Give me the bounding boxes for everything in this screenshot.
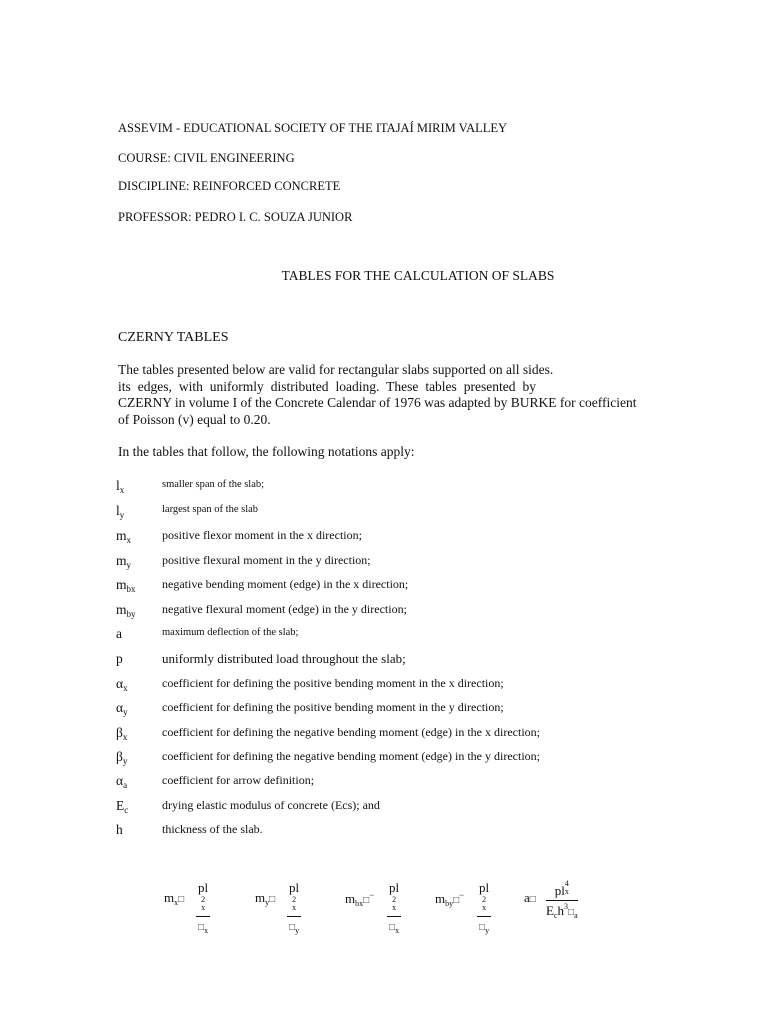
formula-lhs xyxy=(345,890,374,908)
formula-denominator-subscript: x xyxy=(395,926,400,935)
formula-fraction xyxy=(196,880,210,935)
formula-lhs-symbol: a xyxy=(524,890,530,905)
notation-symbol-subscript: y xyxy=(123,707,128,717)
notation-symbol-subscript: y xyxy=(119,510,125,520)
formula-denominator xyxy=(287,917,301,935)
formula-lhs-subscript: by xyxy=(445,899,454,908)
formula-denominator-thickness: h xyxy=(557,903,565,918)
notation-description: coefficient for defining the positive bending moment in the x direction; xyxy=(162,676,504,690)
formula-numerator xyxy=(287,880,301,917)
formula-fraction xyxy=(546,880,578,920)
notation-symbol-base: m xyxy=(116,602,127,617)
formula-exponent: 2 xyxy=(292,895,297,904)
notation-description: coefficient for defining the negative bending moment (edge) in the x direction; xyxy=(162,725,540,739)
notation-symbol-subscript: x xyxy=(126,535,132,545)
formula-numerator-text: pl xyxy=(198,880,209,895)
formula-lhs xyxy=(435,890,464,908)
formula-lhs xyxy=(255,890,275,907)
notation-symbol-base: m xyxy=(116,553,127,568)
notation-symbol xyxy=(116,773,127,790)
notation-description: negative bending moment (edge) in the x direction; xyxy=(162,577,409,591)
formula-numerator xyxy=(196,880,210,917)
notation-intro: In the tables that follow, the following notations apply: xyxy=(118,444,415,459)
notation-description: negative flexural moment (edge) in the y direction; xyxy=(162,602,407,616)
formula-negative-sign: − xyxy=(459,890,465,900)
notation-description: positive flexor moment in the x direction; xyxy=(162,528,362,542)
notation-symbol-subscript: y xyxy=(126,560,132,570)
formula-equals-glyph: □ xyxy=(363,895,370,906)
notation-description: coefficient for defining the positive bending moment in the y direction; xyxy=(162,700,504,714)
formula-denominator xyxy=(477,917,491,935)
notation-symbol-subscript: c xyxy=(124,805,129,815)
formula-subscript: x xyxy=(201,903,206,912)
notation-description: drying elastic modulus of concrete (Ecs); and xyxy=(162,798,380,812)
formula-numerator xyxy=(477,880,491,917)
notation-description: coefficient for defining the negative bending moment (edge) in the y direction; xyxy=(162,749,540,763)
notation-symbol xyxy=(116,700,128,717)
notation-description: largest span of the slab xyxy=(162,504,259,515)
notation-symbol-base: β xyxy=(116,749,123,764)
formula-equals-glyph: □ xyxy=(529,894,536,905)
intro-line: CZERNY in volume I of the Concrete Calendar of 1976 was adapted by BURKE for coefficient xyxy=(118,395,637,410)
formula-lhs-symbol: m xyxy=(255,890,266,905)
notation-symbol xyxy=(116,822,123,838)
notation-description: coefficient for arrow definition; xyxy=(162,773,315,787)
formula-lhs-subscript: bx xyxy=(355,899,364,908)
intro-paragraph xyxy=(118,362,666,428)
formula-denominator xyxy=(196,917,210,935)
notation-symbol-base: α xyxy=(116,676,124,691)
formula-lhs xyxy=(164,890,184,907)
formula-coefficient-glyph: □ xyxy=(289,922,296,933)
formula-lhs-symbol: m xyxy=(345,891,356,906)
formula-exponent: 2 xyxy=(482,895,487,904)
formula-numerator-indices xyxy=(292,896,296,912)
notation-symbol-subscript: y xyxy=(122,756,128,766)
formula-denominator-exponent: 3 xyxy=(564,902,569,911)
notation-description: thickness of the slab. xyxy=(162,822,263,836)
formula-coefficient-glyph: □ xyxy=(479,922,486,933)
formula-equals-glyph: □ xyxy=(178,894,185,905)
notation-symbol-base: m xyxy=(116,577,127,592)
formula-numerator xyxy=(387,880,401,917)
course-line: COURSE: CIVIL ENGINEERING xyxy=(118,151,295,165)
formula-numerator-indices xyxy=(392,896,396,912)
notation-symbol xyxy=(116,528,131,545)
notation-symbol-subscript: by xyxy=(126,609,136,619)
formula-denominator-modulus-subscript: c xyxy=(553,911,558,920)
formula-exponent: 2 xyxy=(392,895,397,904)
formula-denominator-subscript: a xyxy=(574,911,578,920)
notation-symbol-base: m xyxy=(116,528,127,543)
notation-symbol-subscript: x xyxy=(123,683,128,693)
notation-symbol xyxy=(116,503,124,520)
formula-coefficient-glyph: □ xyxy=(389,922,396,933)
section-title: CZERNY TABLES xyxy=(118,330,229,345)
formula-equals-glyph: □ xyxy=(269,894,276,905)
notation-description: positive flexural moment in the y direction; xyxy=(162,553,371,567)
notation-symbol-subscript: x xyxy=(119,485,125,495)
formula-fraction xyxy=(387,880,401,935)
notation-symbol xyxy=(116,553,131,570)
formula-subscript: x xyxy=(482,903,487,912)
formula-lhs-symbol: m xyxy=(164,890,175,905)
formula-numerator-text: pl xyxy=(389,880,400,895)
formula-exponent: 2 xyxy=(201,895,206,904)
notation-symbol xyxy=(116,749,127,766)
formula-numerator-indices xyxy=(565,880,569,896)
formula-fraction xyxy=(287,880,301,935)
formula-numerator-indices xyxy=(201,896,205,912)
notation-symbol xyxy=(116,577,136,594)
intro-line: The tables presented below are valid for rectangular slabs supported on all sides. xyxy=(118,362,554,377)
notation-symbol xyxy=(116,798,128,815)
formula-denominator-subscript: x xyxy=(204,926,209,935)
formula-equals-glyph: □ xyxy=(453,895,460,906)
notation-symbol-base: l xyxy=(116,503,120,518)
formula-coefficient-glyph: □ xyxy=(198,922,205,933)
formula-negative-sign: − xyxy=(369,890,375,900)
formula-exponent: 4 xyxy=(564,879,569,888)
notation-symbol xyxy=(116,478,124,495)
notation-symbol xyxy=(116,676,128,693)
formula-numerator-text: pl xyxy=(479,880,490,895)
notation-symbol xyxy=(116,626,122,642)
notation-symbol-base: l xyxy=(116,478,120,493)
formula-denominator xyxy=(546,901,578,920)
formula-subscript: x xyxy=(564,887,569,896)
formula-lhs-subscript: y xyxy=(265,898,270,907)
notation-symbol-subscript: a xyxy=(123,780,128,790)
formula-denominator-subscript: y xyxy=(485,926,490,935)
notation-symbol-base: β xyxy=(116,725,123,740)
formula-numerator-text: pl xyxy=(289,880,300,895)
notation-symbol-subscript: bx xyxy=(126,584,136,594)
formula-denominator-subscript: y xyxy=(295,926,300,935)
formula-numerator-text: pl xyxy=(554,883,565,898)
notation-symbol xyxy=(116,725,127,742)
formula-lhs-subscript: x xyxy=(174,898,179,907)
formula-coefficient-glyph: □ xyxy=(568,907,575,918)
notation-symbol-base: α xyxy=(116,773,124,788)
formula-denominator-modulus: E xyxy=(546,903,554,918)
formula-fraction xyxy=(477,880,491,935)
intro-line: its edges, with uniformly distributed loading. These tables presented by xyxy=(118,378,536,394)
notation-symbol-subscript: x xyxy=(122,732,128,742)
notation-description: maximum deflection of the slab; xyxy=(162,627,299,638)
notation-symbol-base: α xyxy=(116,700,124,715)
formula-subscript: x xyxy=(392,903,397,912)
notation-symbol-base: a xyxy=(116,626,122,641)
formula-subscript: x xyxy=(292,903,297,912)
notation-symbol-base: p xyxy=(116,651,123,666)
document-title: TABLES FOR THE CALCULATION OF SLABS xyxy=(281,268,555,283)
notation-symbol xyxy=(116,602,136,619)
formula-denominator xyxy=(387,917,401,935)
formula-numerator xyxy=(546,880,578,901)
professor-line: PROFESSOR: PEDRO I. C. SOUZA JUNIOR xyxy=(118,210,353,224)
institution-line: ASSEVIM - EDUCATIONAL SOCIETY OF THE ITAJAÍ MIRIM VALLEY xyxy=(118,121,508,135)
notation-description: smaller span of the slab; xyxy=(162,479,265,490)
notation-symbol xyxy=(116,651,123,667)
formula-lhs xyxy=(524,890,536,906)
formula-lhs-symbol: m xyxy=(435,891,446,906)
discipline-line: DISCIPLINE: REINFORCED CONCRETE xyxy=(118,179,341,193)
notation-symbol-base: h xyxy=(116,822,123,837)
formula-numerator-indices xyxy=(482,896,486,912)
notation-description: uniformly distributed load throughout the slab; xyxy=(162,651,406,666)
intro-line: of Poisson (v) equal to 0.20. xyxy=(118,411,271,427)
notation-symbol-base: E xyxy=(116,798,125,813)
